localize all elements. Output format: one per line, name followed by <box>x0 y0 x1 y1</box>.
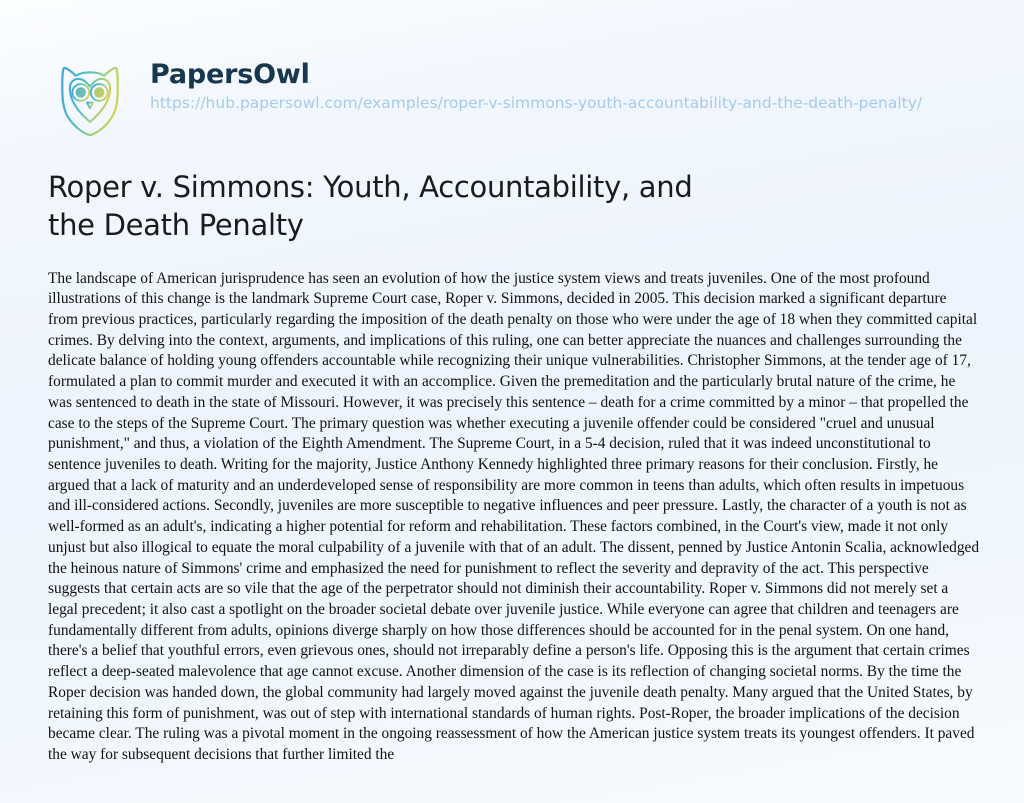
owl-logo-icon <box>48 58 132 142</box>
source-url[interactable]: https://hub.papersowl.com/examples/roper-v-simmons-youth-accountability-and-the-death-penalty/ <box>150 94 923 113</box>
article <box>0 168 1024 766</box>
site-header <box>0 0 1024 142</box>
article-paragraph: The landscape of American jurisprudence has seen an evolution of how the justice system views and treats juveniles. One of the most profound illustrations of this change is the landmark Supreme Court case, Roper v. Simmons, decided in 2005. This decision marked a significant departure from previous practices, particularly regarding the imposition of the death penalty on those who were under the age of 18 when they committed capital crimes. By delving into the context, arguments, and implications of this ruling, one can better appreciate the nuances and challenges surrounding the delicate balance of holding young offenders accountable while recognizing their unique vulnerabilities. Christopher Simmons, at the tender age of 17, formulated a plan to commit murder and executed it with an accomplice. Given the premeditation and the particularly brutal nature of the crime, he was sentenced to death in the state of Missouri. However, it was precisely this sentence – death for a crime committed by a minor – that propelled the case to the steps of the Supreme Court. The primary question was whether executing a juvenile offender could be considered "cruel and unusual punishment," and thus, a violation of the Eighth Amendment. The Supreme Court, in a 5-4 decision, ruled that it was indeed unconstitutional to sentence juveniles to death. Writing for the majority, Justice Anthony Kennedy highlighted three primary reasons for their conclusion. Firstly, he argued that a lack of maturity and an underdeveloped sense of responsibility are more common in teens than adults, which often results in impetuous and ill-considered actions. Secondly, juveniles are more susceptible to negative influences and peer pressure. Lastly, the character of a youth is not as well-formed as an adult's, indicating a higher potential for reform and rehabilitation. These factors combined, in the Court's view, made it not only unjust but also illogical to equate the moral culpability of a juvenile with that of an adult. The dissent, penned by Justice Antonin Scalia, acknowledged the heinous nature of Simmons' crime and emphasized the need for punishment to reflect the severity and depravity of the act. This perspective suggests that certain acts are so vile that the age of the perpetrator should not diminish their accountability. Roper v. Simmons did not merely set a legal precedent; it also cast a spotlight on the broader societal debate over juvenile justice. While everyone can agree that children and teenagers are fundamentally different from adults, opinions diverge sharply on how those differences should be accounted for in the penal system. On one hand, there's a belief that youthful errors, even grievous ones, should not irreparably define a person's life. Opposing this is the argument that certain crimes reflect a deep-seated malevolence that age cannot excuse. Another dimension of the case is its reflection of changing societal norms. By the time the Roper decision was handed down, the global community had largely moved against the juvenile death penalty. Many argued that the United States, by retaining this form of punishment, was out of step with international standards of human rights. Post-Roper, the broader implications of the decision became clear. The ruling was a pivotal moment in the ongoing reassessment of how the American justice system treats its youngest offenders. It paved the way for subsequent decisions that further limited the <box>48 269 980 764</box>
article-body <box>48 269 980 766</box>
brand-name: PapersOwl <box>150 59 310 90</box>
page-title: Roper v. Simmons: Youth, Accountability, and the Death Penalty <box>48 170 693 243</box>
brand-text-block <box>150 56 1024 114</box>
